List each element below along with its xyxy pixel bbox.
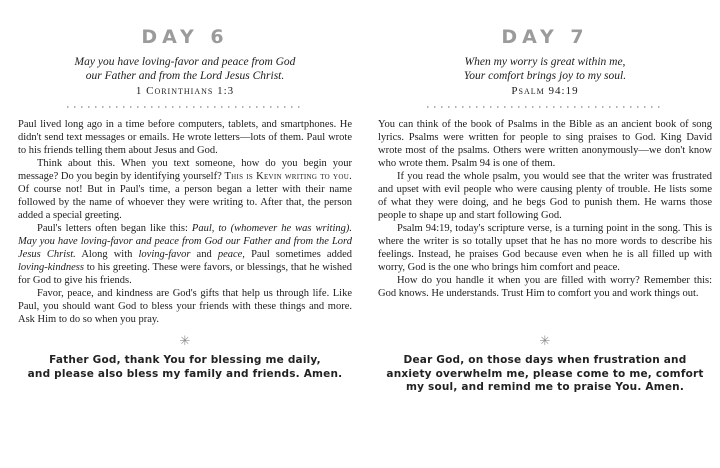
body-paragraph (378, 274, 712, 300)
text-segment: Of course not! But in Paul's time, a person began a letter with their name followed by the name of whoever they were writing to. After that, the person added a special greeting. (18, 184, 352, 221)
scripture-reference: Psalm 94:19 (511, 85, 579, 97)
scripture-verse (378, 55, 712, 83)
text-segment: Favor, peace, and kindness are God's gifts that help us through life. Like Paul, you should want God to bless your friends with these things and more. Ask Him to do so when you pray. (18, 288, 352, 325)
text-segment: Paul sometimes added (244, 249, 352, 260)
day-heading: DAY 6 (141, 26, 229, 48)
text-segment: You can think of the book of Psalms in the Bible as an ancient book of song lyrics. Psalms were written for people to sing praises to God. King David wrote most of the psalms. Others were written anonymously—we don't know who wrote them. Psalm 94 is one of them. (378, 119, 712, 169)
text-segment: Paul lived long ago in a time before computers, tablets, and smartphones. He didn't send text messages or emails. He wrote letters—lots of them. Paul wrote to his friends telling them about Jesus and God. (18, 119, 352, 156)
closing-prayer (378, 354, 712, 395)
body-paragraph (18, 157, 352, 222)
verse-line: When my worry is great within me, (464, 56, 626, 68)
text-segment: This is Kevin writing to you. (224, 171, 352, 182)
text-segment: Paul's letters often began like this: (37, 223, 192, 234)
text-segment: peace, (217, 249, 245, 260)
prayer-line: Father God, thank You for blessing me daily, (49, 354, 321, 366)
body-paragraph (18, 287, 352, 326)
devotional-text (18, 118, 352, 330)
text-segment: and (190, 249, 218, 260)
body-paragraph (18, 222, 352, 287)
text-segment: Along with (75, 249, 139, 260)
asterisk-ornament-icon: ✳ (539, 334, 551, 349)
text-segment: Paul, to (whomever he was writing). May you have loving-favor and peace from God our Father and from the Lord Jesus Christ. (18, 223, 352, 260)
dotted-divider (427, 106, 663, 108)
page-day-6 (18, 0, 352, 468)
devotional-text (378, 118, 712, 330)
scripture-verse (18, 55, 352, 83)
text-segment: Psalm 94:19, today's scripture verse, is a turning point in the song. This is where the writer is so totally upset that he has no more words to describe his feelings. Instead, he praises God because even when he is all filled up with worry, God is the one who brings him comfort and peace. (378, 223, 712, 273)
verse-line: May you have loving-favor and peace from God (74, 56, 296, 68)
closing-prayer (18, 354, 352, 381)
prayer-line: Dear God, on those days when frustration and (403, 354, 687, 366)
text-segment: loving-kindness (18, 262, 84, 273)
prayer-line: my soul, and remind me to praise You. Amen. (405, 381, 685, 393)
body-paragraph (378, 222, 712, 274)
prayer-line: and please also bless my family and friends. Amen. (27, 367, 343, 380)
verse-line: our Father and from the Lord Jesus Christ. (85, 70, 285, 82)
text-segment: How do you handle it when you are filled with worry? Remember this: God knows. He understands. Trust Him to comfort you and work things out. (378, 275, 712, 299)
text-segment: to his greeting. These were favors, or blessings, that he wished for God to give his friends. (18, 262, 352, 286)
day-heading: DAY 7 (501, 26, 589, 48)
asterisk-ornament-icon: ✳ (179, 334, 191, 349)
body-paragraph (18, 118, 352, 157)
prayer-line: anxiety overwhelm me, please come to me, comfort (386, 367, 704, 380)
body-paragraph (378, 170, 712, 222)
page-day-7 (378, 0, 712, 468)
text-segment: Think about this. When you text someone, how do you begin your message? Do you begin by identifying yourself? (18, 158, 352, 182)
dotted-divider (67, 106, 303, 108)
text-segment: If you read the whole psalm, you would see that the writer was frustrated and upset with evil people who were causing plenty of trouble. He lists some of what they were doing, and he begs God to punish them. He warns those people to shape up and start following God. (378, 171, 712, 221)
scripture-reference: 1 Corinthians 1:3 (135, 85, 235, 97)
body-paragraph (378, 118, 712, 170)
verse-line: Your comfort brings joy to my soul. (463, 70, 627, 82)
text-segment: loving-favor (138, 249, 191, 260)
